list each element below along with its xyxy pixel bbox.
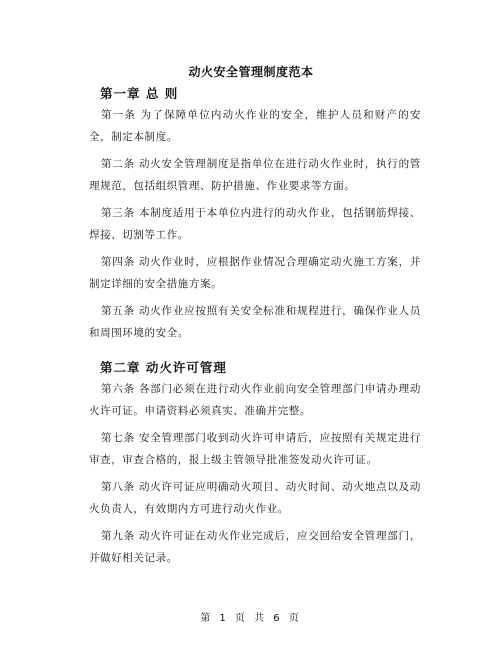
article-6: 第六条 各部门必须在进行动火作业前向安全管理部门申请办理动火许可证。申请资料必须真实、准确并完整。 — [89, 383, 421, 417]
article-8: 第八条 动火许可证应明确动火项目、动火时间、动火地点以及动火负责人，有效期内方可进行动火作业。 — [89, 481, 421, 515]
article-3: 第三条 本制度适用于本单位内进行的动火作业，包括钢筋焊接、焊接、切割等工作。 — [89, 207, 421, 241]
chapter-heading-1: 第一章 总 则 — [100, 86, 179, 101]
article-9: 第九条 动火许可证在动火作业完成后，应交回给安全管理部门，并做好相关记录。 — [89, 530, 421, 564]
article-7: 第七条 安全管理部门收到动火许可申请后，应按照有关规定进行审查，审查合格的，报上级主管领导批准签发动火许可证。 — [89, 432, 421, 466]
chapter-heading-2: 第二章 动火许可管理 — [100, 360, 227, 375]
article-4: 第四条 动火作业时，应根据作业情况合理确定动火施工方案，并制定详细的安全措施方案。 — [89, 256, 421, 290]
page-number: 第 1 页 共 6 页 — [200, 613, 302, 624]
article-5: 第五条 动火作业应按照有关安全标准和规程进行，确保作业人员和周围环境的安全。 — [89, 305, 421, 339]
document-title: 动火安全管理制度范本 — [188, 65, 314, 79]
article-2: 第二条 动火安全管理制度是指单位在进行动火作业时，执行的管理规范，包括组织管理、防护措施、作业要求等方面。 — [89, 158, 421, 192]
article-1: 第一条 为了保障单位内动火作业的安全，维护人员和财产的安全，制定本制度。 — [89, 109, 421, 143]
